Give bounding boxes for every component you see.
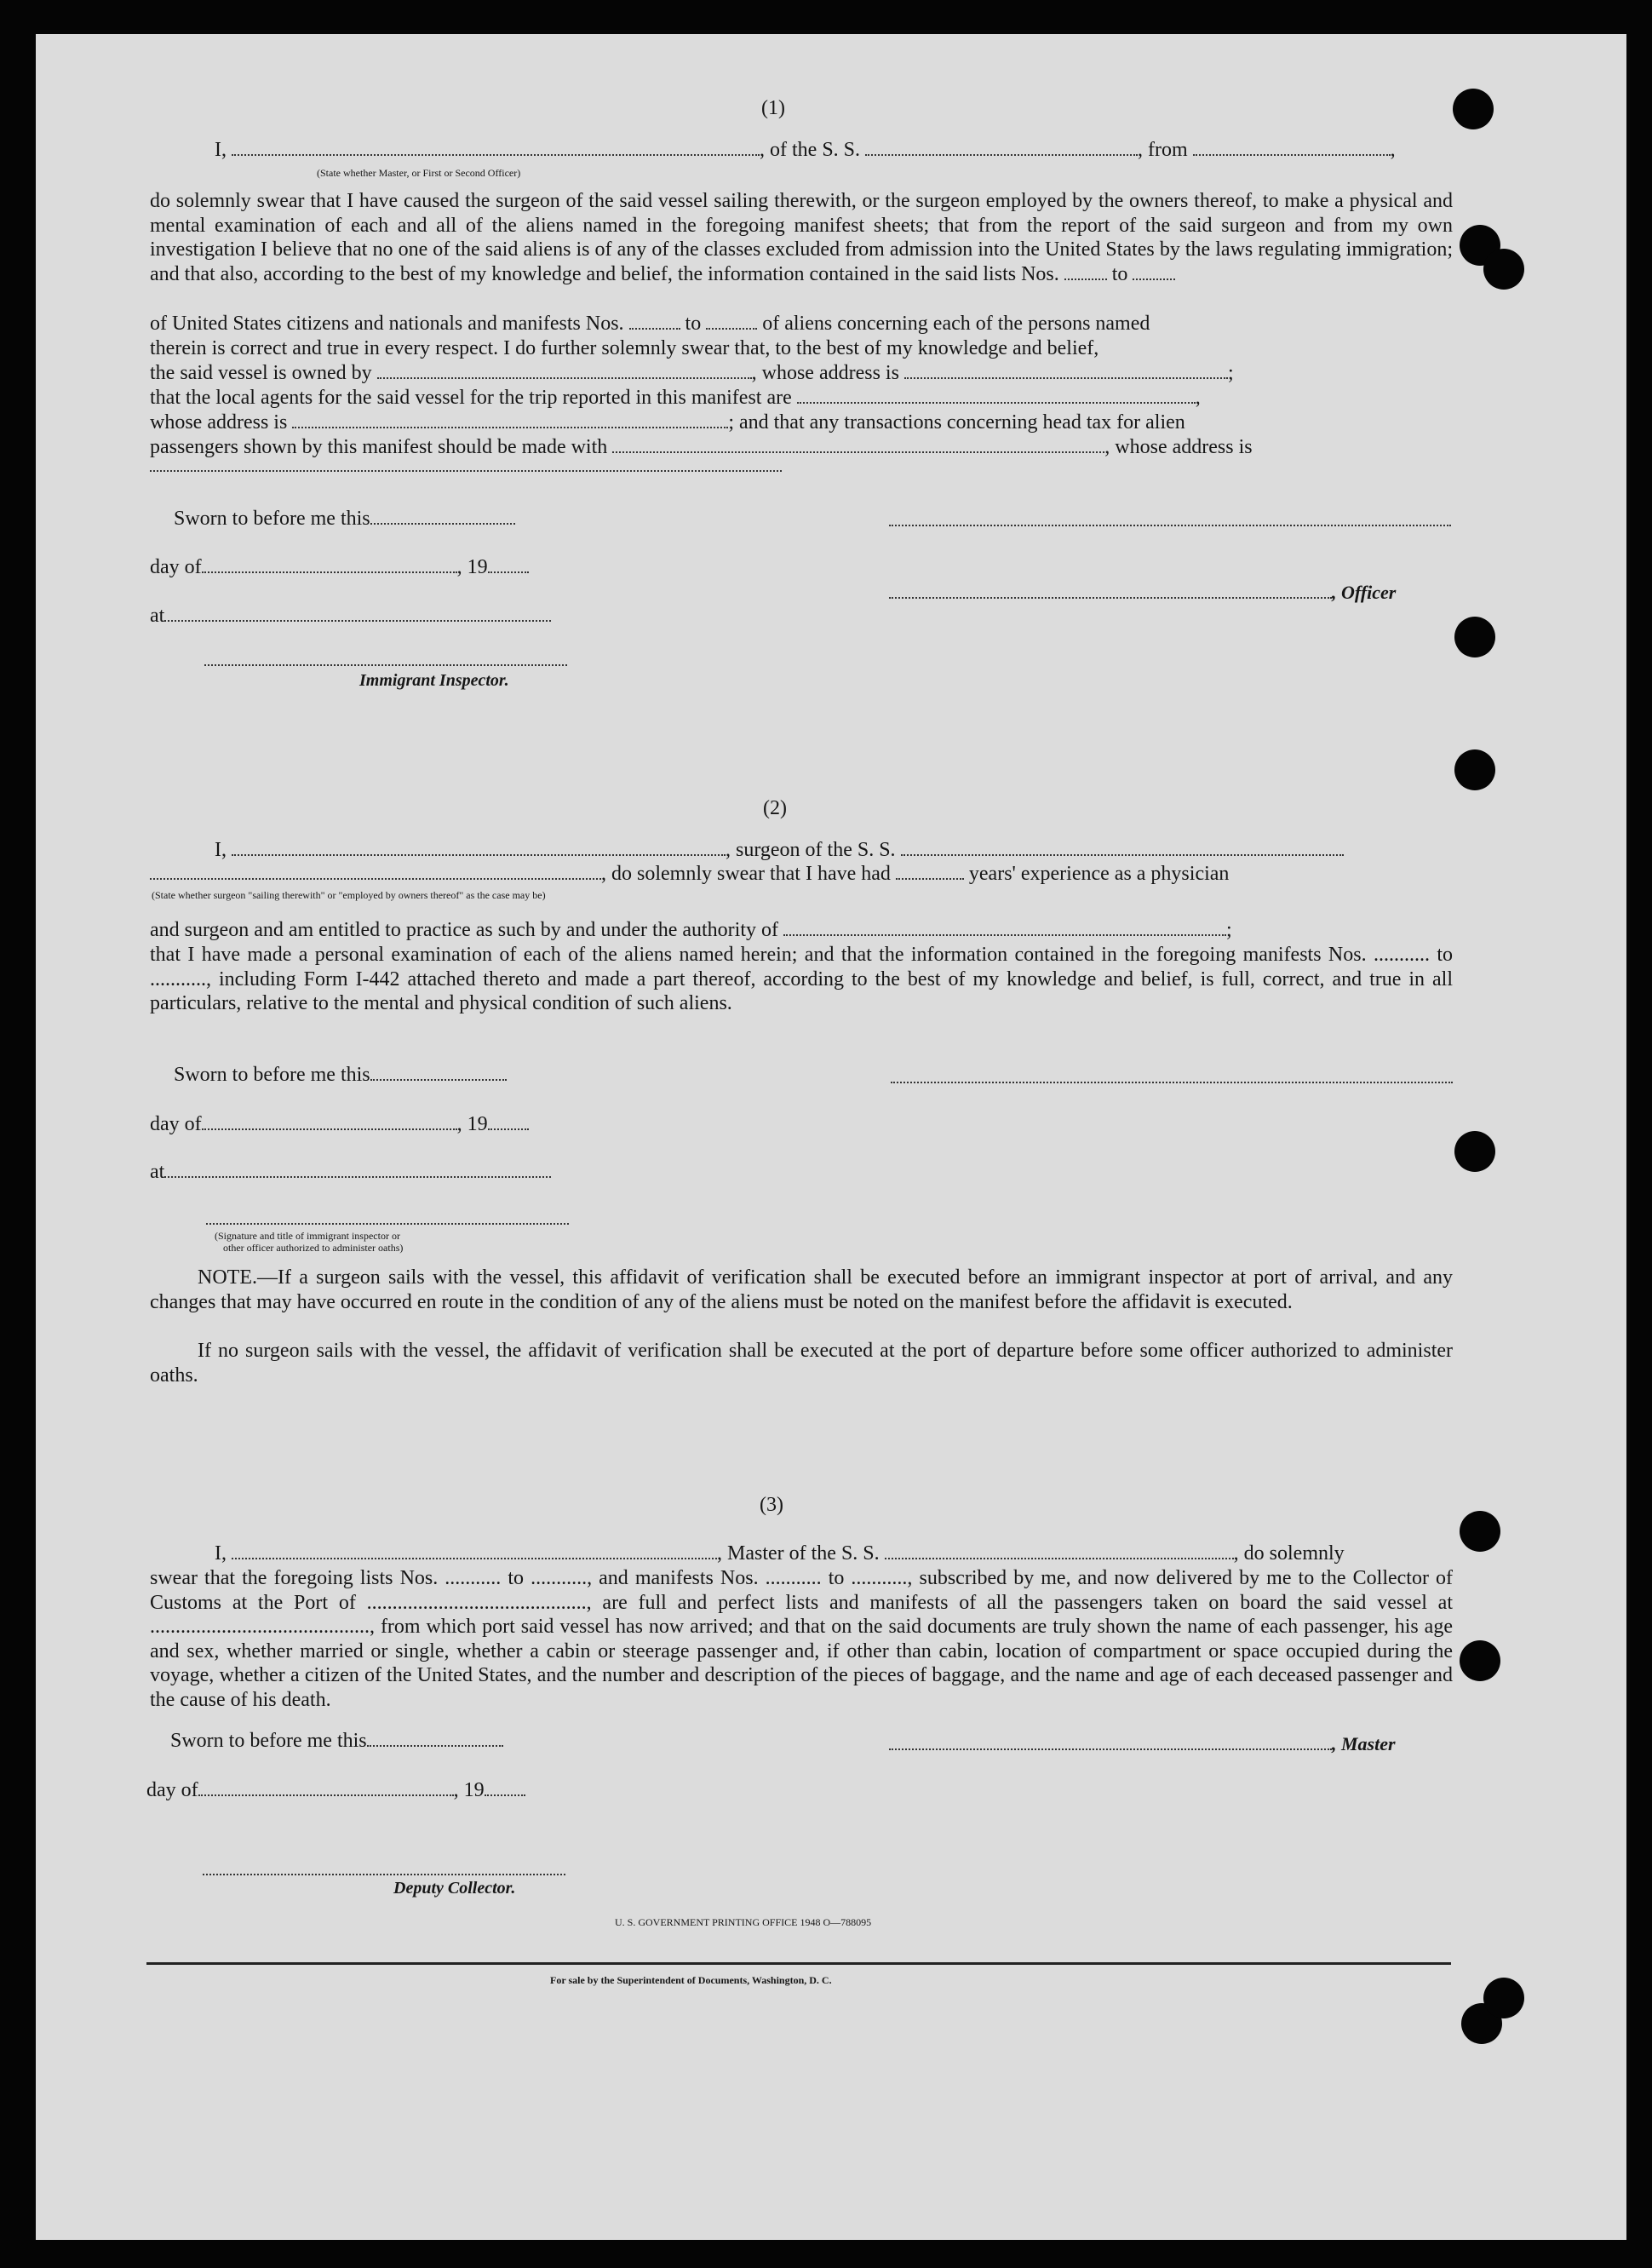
no-surgeon-note: If no surgeon sails with the vessel, the affidavit of verification shall be executed at the port of departure before some officer authorized to administer oaths.	[150, 1340, 1453, 1387]
section-3-paragraph: swear that the foregoing lists Nos. ........... to ..........., and manifests Nos. ........... to ..........., subscribed by me, and now delivered by me to the Collector of Customs at the Port of ..........................................., are full and perfect lists and manifests of all the passengers taken on board the said vessel at ..........................................., from which port said vessel has now arrived; and that on the said documents are truly shown the name of each passenger, his age and sex, whether married or single, whether a cabin or steerage passenger and, if other than cabin, location of compartment or space occupied during the voyage, whether a citizen of the United States, and the number and description of the pieces of baggage, and the name and age of each deceased passenger and the cause of his death.	[150, 1567, 1453, 1711]
therein-line: therein is correct and true in every respect. I do further solemnly swear that, to the best of my knowledge and belief,	[150, 337, 1099, 359]
punch-hole	[1454, 749, 1495, 790]
section-2-number: (2)	[763, 797, 787, 819]
for-sale-line: For sale by the Superintendent of Documents, Washington, D. C.	[550, 1974, 832, 1986]
section-2-sworn: Sworn to before me this	[174, 1063, 507, 1087]
inspector-signature-line	[204, 664, 567, 666]
section-1-day-of: day of , 19	[150, 555, 529, 579]
signature-line	[889, 525, 1451, 526]
passengers-line: passengers shown by this manifest should be made with , whose address is	[150, 436, 1253, 458]
punch-hole	[1454, 1131, 1495, 1172]
officer-signature: , Officer	[889, 581, 1396, 605]
punch-hole	[1483, 249, 1524, 290]
section-2-paragraph: that I have made a personal examination of each of the aliens named herein; and that the information contained in the foregoing manifests Nos. ........... to ..........., including Form I-442 attached thereto and made a part thereof, according to the best of my knowledge and belief, is full, correct, and true in all particulars, relative to the mental and physical condition of such aliens.	[150, 944, 1453, 1015]
entitled-line: and surgeon and am entitled to practice as such by and under the authority of ;	[150, 919, 1232, 941]
section-3-sworn: Sworn to before me this	[170, 1729, 503, 1753]
section-1-number: (1)	[761, 97, 785, 119]
punch-hole	[1453, 89, 1494, 129]
section-1-sworn: Sworn to before me this	[174, 507, 515, 531]
owned-by-line: the said vessel is owned by , whose address is ;	[150, 362, 1234, 384]
section-1-line-1: I, , of the S. S. , from ,	[215, 139, 1396, 161]
punch-hole	[1460, 1640, 1500, 1681]
section-2-at: at	[150, 1160, 551, 1184]
footer-rule	[146, 1962, 1451, 1965]
deputy-signature-line	[203, 1874, 565, 1875]
blank-line	[150, 470, 782, 472]
surgeon-state-note: (State whether surgeon "sailing therewith" or "employed by owners thereof" as the case may be)	[152, 889, 546, 901]
punch-hole	[1483, 1978, 1524, 2018]
section-3-number: (3)	[760, 1494, 783, 1516]
signature-line	[206, 1223, 569, 1225]
punch-hole	[1454, 617, 1495, 657]
section-2-line-2: , do solemnly swear that I have had years' experience as a physician	[150, 862, 1229, 886]
immigrant-inspector-label: Immigrant Inspector.	[359, 671, 509, 690]
section-1-at: at	[150, 604, 551, 628]
head-tax-line: whose address is ; and that any transactions concerning head tax for alien	[150, 411, 1185, 434]
section-3-line-1: I, , Master of the S. S. , do solemnly	[215, 1542, 1345, 1565]
section-1-paragraph: do solemnly swear that I have caused the surgeon of the said vessel sailing therewith, or the surgeon employed by the owners thereof, to make a physical and mental examination of each and all of the aliens named in the foregoing manifest sheets; that from the report of the said surgeon and from my own investigation I believe that no one of the said aliens is of any of the classes excluded from admission into the United States by the laws regulating immigration; and that also, according to the best of my knowledge and belief, the information contained in the said lists Nos. to	[150, 190, 1453, 285]
section-3-day-of: day of , 19	[146, 1778, 525, 1802]
section-2-day-of: day of , 19	[150, 1112, 529, 1136]
local-agents-line: that the local agents for the said vessel for the trip reported in this manifest are ,	[150, 387, 1201, 409]
deputy-collector-label: Deputy Collector.	[393, 1879, 516, 1898]
punch-hole	[1460, 1511, 1500, 1552]
signature-note: other officer authorized to administer oaths)	[223, 1242, 404, 1254]
signature-note: (Signature and title of immigrant inspector or	[215, 1230, 400, 1242]
printing-office-line: U. S. GOVERNMENT PRINTING OFFICE 1948 O—788095	[615, 1916, 872, 1928]
section-2-line-1: I, , surgeon of the S. S.	[215, 838, 1344, 862]
state-note: (State whether Master, or First or Second Officer)	[317, 167, 521, 179]
surgeon-note: NOTE.—If a surgeon sails with the vessel, this affidavit of verification shall be executed before an immigrant inspector at port of arrival, and any changes that may have occurred en route in the condition of any of the aliens must be noted on the manifest before the affidavit is executed.	[150, 1266, 1453, 1313]
citizens-manifests-line: of United States citizens and nationals and manifests Nos. to of aliens concerning each of the persons named	[150, 313, 1150, 335]
master-signature: , Master	[889, 1732, 1396, 1756]
document-page	[36, 34, 1626, 2240]
signature-line	[891, 1082, 1453, 1083]
